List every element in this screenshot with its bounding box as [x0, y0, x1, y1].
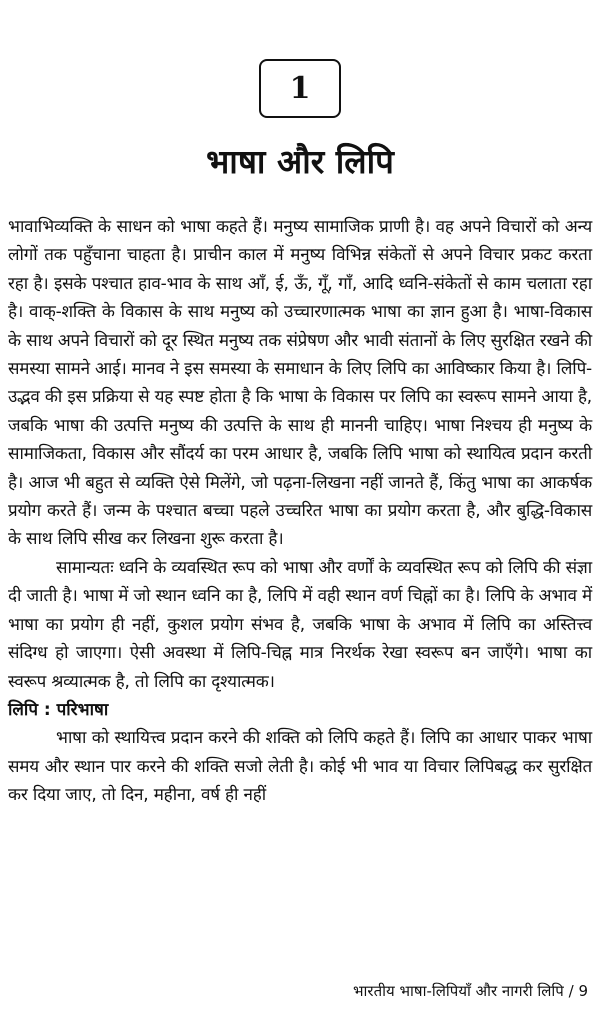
- paragraph-1: भावाभिव्यक्ति के साधन को भाषा कहते हैं। मनुष्य सामाजिक प्राणी है। वह अपने विचारों को अन्य लोगों तक पहुँचाना चाहता है। प्राचीन काल में मनुष्य विभिन्न संकेतों से अपने विचार प्रकट करता रहा है। इसके पश्चात हाव-भाव के साथ आँ, ई, ऊँ, गूँ, गाँ, आदि ध्वनि-संकेतों से काम चलाता रहा है। वाक्-शक्ति के विकास के साथ मनुष्य को उच्चारणात्मक भाषा का ज्ञान हुआ है। भाषा-विकास के साथ अपने विचारों को दूर स्थित मनुष्य तक संप्रेषण और भावी संतानों के लिए सुरक्षित रखने की समस्या सामने आई। मानव ने इस समस्या के समाधान के लिए लिपि का आविष्कार किया है। लिपि-उद्भव की इस प्रक्रिया से यह स्पष्ट होता है कि भाषा के विकास पर लिपि का स्वरूप सामने आया है, जबकि भाषा की उत्पत्ति मनुष्य की उत्पत्ति के साथ ही माननी चाहिए। भाषा निश्चय ही मनुष्य के सामाजिकता, विकास और सौंदर्य का परम आधार है, जबकि लिपि भाषा को स्थायित्व प्रदान करती है। आज भी बहुत से व्यक्ति ऐसे मिलेंगे, जो पढ़ना-लिखना नहीं जानते हैं, किंतु भाषा का आकर्षक प्रयोग करते हैं। जन्म के पश्चात बच्चा पहले उच्चरित भाषा का प्रयोग करता है, और बुद्धि-विकास के साथ लिपि सीख कर लिखना शुरू करता है।: [8, 217, 592, 550]
- chapter-title: भाषा और लिपि: [206, 142, 394, 181]
- footer-page-number: / 9: [568, 982, 588, 1000]
- page-footer: [353, 980, 588, 1002]
- section-heading: लिपि : परिभाषा: [8, 699, 109, 720]
- chapter-number: 1: [289, 71, 311, 106]
- chapter-number-box: [259, 59, 341, 118]
- footer-book-title: भारतीय भाषा-लिपियाँ और नागरी लिपि: [353, 982, 564, 1000]
- body-text: [8, 213, 592, 810]
- paragraph-2: सामान्यतः ध्वनि के व्यवस्थित रूप को भाषा और वर्णों के व्यवस्थित रूप को लिपि की संज्ञा दी जाती है। भाषा में जो स्थान ध्वनि का है, लिपि में वही स्थान वर्ण चिह्नों का है। लिपि के अभाव में भाषा का प्रयोग ही नहीं, कुशल प्रयोग संभव है, जबकि भाषा के अभाव में लिपि का अस्तित्त्व संदिग्ध हो जाएगा। ऐसी अवस्था में लिपि-चिह्न मात्र निरर्थक रेखा स्वरूप बन जाएँगे। भाषा का स्वरूप श्रव्यात्मक है, तो लिपि का दृश्यात्मक।: [8, 557, 592, 692]
- section-paragraph: भाषा को स्थायित्त्व प्रदान करने की शक्ति को लिपि कहते हैं। लिपि का आधार पाकर भाषा समय और स्थान पार करने की शक्ति सजो लेती है। कोई भी भाव या विचार लिपिबद्ध कर सुरक्षित कर दिया जाए, तो दिन, महीना, वर्ष ही नहीं: [8, 728, 592, 806]
